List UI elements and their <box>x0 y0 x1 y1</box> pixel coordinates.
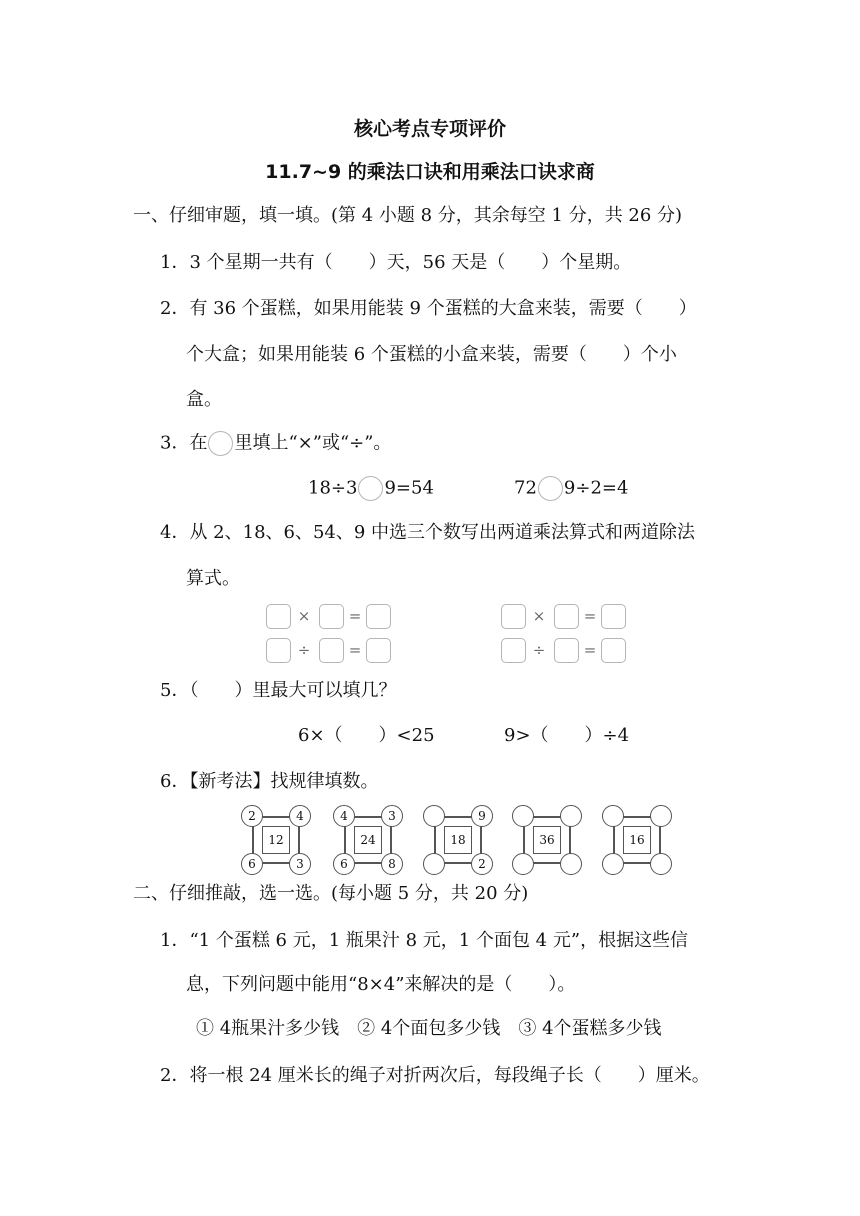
pattern-corner-circle[interactable] <box>602 853 624 875</box>
divide-sign: ÷ <box>532 641 546 659</box>
pattern-corner-circle[interactable] <box>560 805 582 827</box>
answer-box[interactable] <box>501 638 526 663</box>
question-1-5: 5．（ ）里最大可以填几？ <box>160 680 397 701</box>
question-2-1-line1: 1．“1 个蛋糕 6 元，1 瓶果汁 8 元，1 个面包 4 元”，根据这些信 <box>160 930 689 951</box>
pattern-corner-circle[interactable] <box>423 805 445 827</box>
pattern-diagram <box>333 805 403 875</box>
question-1-2-line2: 个大盒；如果用能装 6 个蛋糕的小盒来装，需要（ ）个小 <box>186 344 677 365</box>
q3-prefix: 3．在 <box>160 432 208 454</box>
pattern-corner-circle[interactable] <box>512 805 534 827</box>
answer-box[interactable] <box>601 604 626 629</box>
question-1-3 <box>160 431 391 456</box>
answer-box[interactable] <box>601 638 626 663</box>
question-2-1-options: ① 4瓶果汁多少钱 ② 4个面包多少钱 ③ 4个蛋糕多少钱 <box>196 1018 662 1039</box>
question-2-1-line2: 息，下列问题中能用“8×4”来解决的是（ ）。 <box>186 974 576 995</box>
divide-sign: ÷ <box>297 641 311 659</box>
answer-box[interactable] <box>501 604 526 629</box>
section2-heading: 二、仔细推敲，选一选。(每小题 5 分，共 20 分) <box>133 883 529 904</box>
q5-expression-2: 9>（ ）÷4 <box>504 725 630 746</box>
equals-sign: = <box>348 607 362 625</box>
q3-suffix: 里填上“×”或“÷”。 <box>234 432 392 454</box>
q5-expression-1: 6×（ ）<25 <box>298 725 435 746</box>
question-1-6: 6．【新考法】找规律填数。 <box>160 771 379 792</box>
q3-expression-1 <box>308 476 434 501</box>
equals-sign: = <box>348 641 362 659</box>
answer-box[interactable] <box>554 638 579 663</box>
pattern-center-box: 12 <box>262 826 290 854</box>
pattern-center-box: 36 <box>533 826 561 854</box>
pattern-diagram <box>241 805 311 875</box>
question-2-2: 2．将一根 24 厘米长的绳子对折两次后，每段绳子长（ ）厘米。 <box>160 1065 710 1086</box>
pattern-corner-circle: 4 <box>289 805 311 827</box>
pattern-corner-circle: 3 <box>289 853 311 875</box>
pattern-diagram <box>512 805 582 875</box>
pattern-corner-circle[interactable] <box>560 853 582 875</box>
pattern-corner-circle[interactable] <box>423 853 445 875</box>
pattern-corner-circle[interactable] <box>650 805 672 827</box>
pattern-diagram <box>602 805 672 875</box>
q3-expr1-left: 18÷3 <box>308 477 358 499</box>
operator-circle[interactable] <box>358 476 383 501</box>
question-1-4-line1: 4．从 2、18、6、54、9 中选三个数写出两道乘法算式和两道除法 <box>160 522 696 543</box>
pattern-corner-circle: 2 <box>241 805 263 827</box>
q3-expr1-right: 9=54 <box>384 477 434 499</box>
question-1-1: 1．3 个星期一共有（ ）天，56 天是（ ）个星期。 <box>160 252 632 273</box>
operator-circle[interactable] <box>208 431 233 456</box>
pattern-center-box: 16 <box>623 826 651 854</box>
answer-box[interactable] <box>366 604 391 629</box>
pattern-corner-circle: 8 <box>381 853 403 875</box>
answer-box[interactable] <box>366 638 391 663</box>
pattern-center-box: 18 <box>444 826 472 854</box>
answer-box[interactable] <box>266 604 291 629</box>
pattern-center-box: 24 <box>354 826 382 854</box>
q3-expr2-left: 72 <box>514 477 537 499</box>
question-1-2-line3: 盒。 <box>186 389 222 410</box>
pattern-corner-circle: 2 <box>471 853 493 875</box>
question-1-4-line2: 算式。 <box>186 568 240 589</box>
pattern-corner-circle: 4 <box>333 805 355 827</box>
answer-box[interactable] <box>554 604 579 629</box>
q3-expression-2 <box>514 476 628 501</box>
answer-box[interactable] <box>319 604 344 629</box>
multiply-sign: × <box>532 607 546 625</box>
question-1-2-line1: 2．有 36 个蛋糕，如果用能装 9 个蛋糕的大盒来装，需要（ ） <box>160 298 697 319</box>
answer-box[interactable] <box>266 638 291 663</box>
pattern-corner-circle: 6 <box>333 853 355 875</box>
pattern-corner-circle: 6 <box>241 853 263 875</box>
page-title: 核心考点专项评价 <box>353 118 506 140</box>
section1-heading: 一、仔细审题，填一填。(第 4 小题 8 分，其余每空 1 分，共 26 分) <box>133 205 683 226</box>
equals-sign: = <box>583 641 597 659</box>
pattern-corner-circle: 9 <box>471 805 493 827</box>
pattern-corner-circle[interactable] <box>650 853 672 875</box>
page-subtitle: 11.7~9 的乘法口诀和用乘法口诀求商 <box>265 161 595 183</box>
equals-sign: = <box>583 607 597 625</box>
q3-expr2-right: 9÷2=4 <box>563 477 629 499</box>
pattern-corner-circle[interactable] <box>512 853 534 875</box>
multiply-sign: × <box>297 607 311 625</box>
pattern-diagram <box>423 805 493 875</box>
pattern-corner-circle[interactable] <box>602 805 624 827</box>
pattern-corner-circle: 3 <box>381 805 403 827</box>
operator-circle[interactable] <box>538 476 563 501</box>
answer-box[interactable] <box>319 638 344 663</box>
